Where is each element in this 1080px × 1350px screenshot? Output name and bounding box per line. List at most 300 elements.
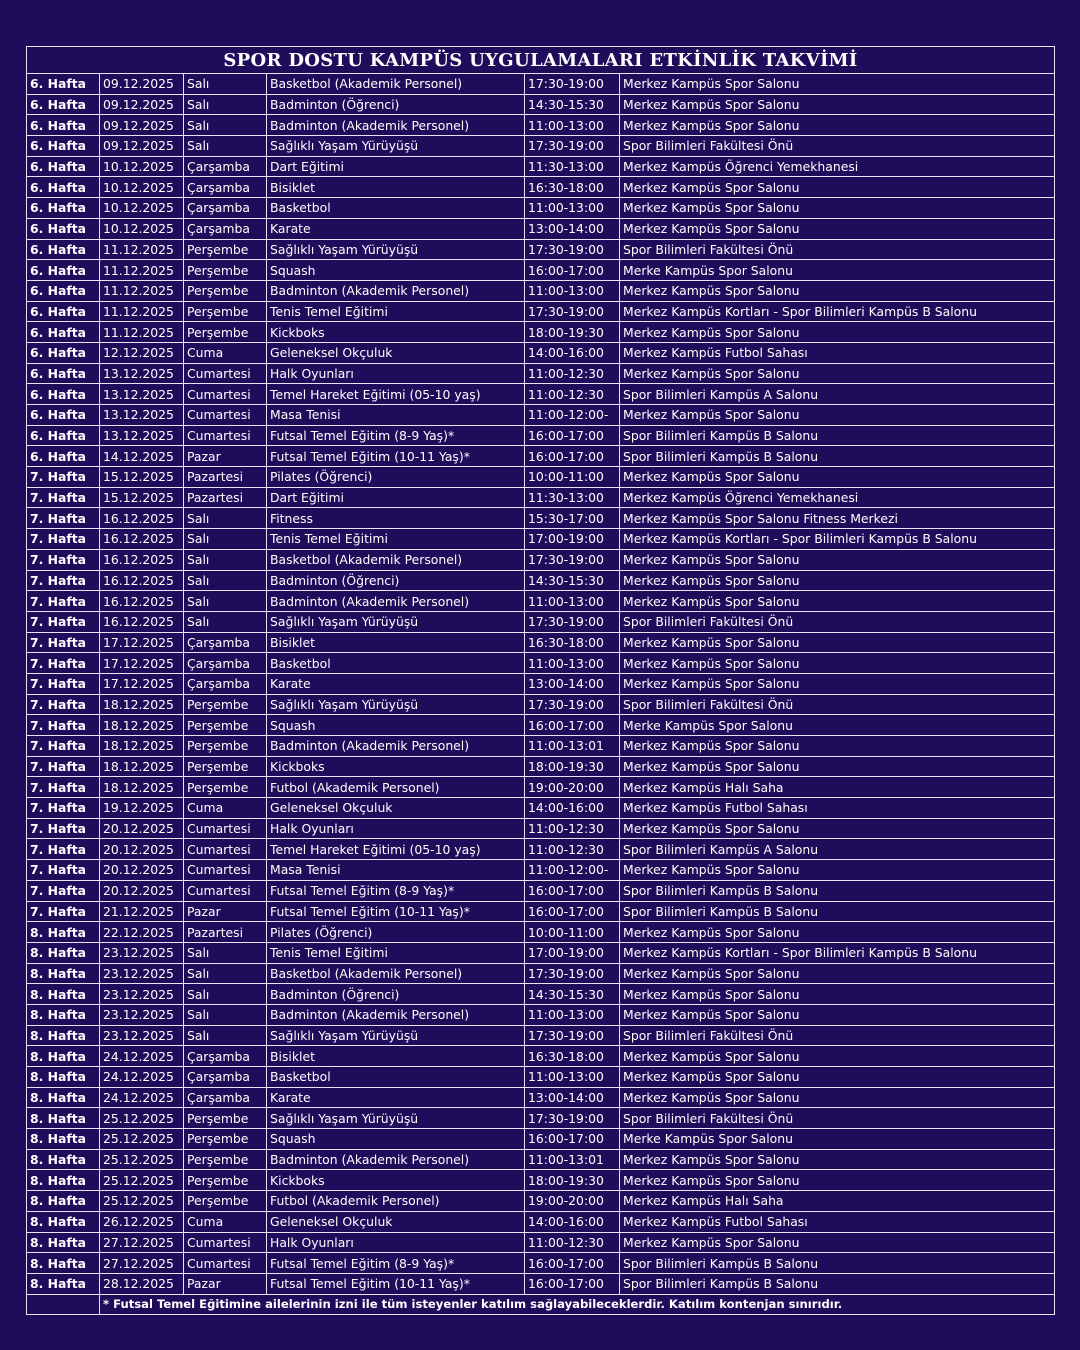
date-cell: 09.12.2025 bbox=[100, 74, 184, 95]
location-cell: Merkez Kampüs Kortları - Spor Bilimleri Kampüs B Salonu bbox=[620, 301, 1055, 322]
date-cell: 18.12.2025 bbox=[100, 715, 184, 736]
week-cell: 6. Hafta bbox=[27, 322, 100, 343]
day-cell: Cumartesi bbox=[184, 363, 267, 384]
table-row bbox=[27, 611, 1055, 632]
table-row bbox=[27, 591, 1055, 612]
location-cell: Merkez Kampüs Spor Salonu bbox=[620, 363, 1055, 384]
location-cell: Merkez Kampüs Halı Saha bbox=[620, 777, 1055, 798]
day-cell: Perşembe bbox=[184, 239, 267, 260]
activity-cell: Tenis Temel Eğitimi bbox=[267, 301, 525, 322]
activity-cell: Bisiklet bbox=[267, 177, 525, 198]
week-cell: 6. Hafta bbox=[27, 405, 100, 426]
week-cell: 6. Hafta bbox=[27, 446, 100, 467]
location-cell: Merkez Kampüs Spor Salonu bbox=[620, 115, 1055, 136]
location-cell: Merkez Kampüs Spor Salonu bbox=[620, 653, 1055, 674]
day-cell: Pazar bbox=[184, 901, 267, 922]
activity-cell: Badminton (Öğrenci) bbox=[267, 94, 525, 115]
location-cell: Merke Kampüs Spor Salonu bbox=[620, 715, 1055, 736]
day-cell: Salı bbox=[184, 529, 267, 550]
activity-cell: Sağlıklı Yaşam Yürüyüşü bbox=[267, 1025, 525, 1046]
page-title: SPOR DOSTU KAMPÜS UYGULAMALARI ETKİNLİK TAKVİMİ bbox=[27, 47, 1055, 74]
location-cell: Spor Bilimleri Fakültesi Önü bbox=[620, 1108, 1055, 1129]
table-row bbox=[27, 260, 1055, 281]
day-cell: Cuma bbox=[184, 342, 267, 363]
location-cell: Spor Bilimleri Kampüs B Salonu bbox=[620, 880, 1055, 901]
day-cell: Cumartesi bbox=[184, 818, 267, 839]
time-cell: 17:00-19:00 bbox=[525, 529, 620, 550]
table-row bbox=[27, 1191, 1055, 1212]
week-cell: 8. Hafta bbox=[27, 1004, 100, 1025]
time-cell: 16:00-17:00 bbox=[525, 880, 620, 901]
table-row bbox=[27, 1232, 1055, 1253]
location-cell: Merkez Kampüs Spor Salonu bbox=[620, 467, 1055, 488]
activity-cell: Kickboks bbox=[267, 322, 525, 343]
location-cell: Merkez Kampüs Spor Salonu bbox=[620, 177, 1055, 198]
time-cell: 11:00-13:00 bbox=[525, 1004, 620, 1025]
day-cell: Cuma bbox=[184, 1211, 267, 1232]
day-cell: Pazar bbox=[184, 1273, 267, 1294]
date-cell: 15.12.2025 bbox=[100, 467, 184, 488]
week-cell: 6. Hafta bbox=[27, 239, 100, 260]
location-cell: Merkez Kampüs Spor Salonu bbox=[620, 280, 1055, 301]
day-cell: Perşembe bbox=[184, 1149, 267, 1170]
time-cell: 11:00-13:01 bbox=[525, 1149, 620, 1170]
week-cell: 8. Hafta bbox=[27, 963, 100, 984]
time-cell: 11:00-13:00 bbox=[525, 115, 620, 136]
table-row bbox=[27, 301, 1055, 322]
table-row bbox=[27, 322, 1055, 343]
table-row bbox=[27, 156, 1055, 177]
table-row bbox=[27, 818, 1055, 839]
week-cell: 8. Hafta bbox=[27, 1046, 100, 1067]
location-cell: Spor Bilimleri Fakültesi Önü bbox=[620, 136, 1055, 157]
time-cell: 17:30-19:00 bbox=[525, 1025, 620, 1046]
footnote-spacer bbox=[27, 1294, 100, 1315]
activity-cell: Badminton (Akademik Personel) bbox=[267, 1149, 525, 1170]
location-cell: Merkez Kampüs Futbol Sahası bbox=[620, 798, 1055, 819]
week-cell: 6. Hafta bbox=[27, 260, 100, 281]
day-cell: Çarşamba bbox=[184, 218, 267, 239]
date-cell: 10.12.2025 bbox=[100, 156, 184, 177]
week-cell: 7. Hafta bbox=[27, 467, 100, 488]
table-row bbox=[27, 1067, 1055, 1088]
table-row bbox=[27, 963, 1055, 984]
date-cell: 09.12.2025 bbox=[100, 136, 184, 157]
day-cell: Çarşamba bbox=[184, 632, 267, 653]
time-cell: 17:30-19:00 bbox=[525, 694, 620, 715]
week-cell: 7. Hafta bbox=[27, 818, 100, 839]
day-cell: Pazartesi bbox=[184, 467, 267, 488]
location-cell: Merkez Kampüs Spor Salonu bbox=[620, 1232, 1055, 1253]
time-cell: 10:00-11:00 bbox=[525, 922, 620, 943]
time-cell: 11:00-12:30 bbox=[525, 363, 620, 384]
location-cell: Spor Bilimleri Fakültesi Önü bbox=[620, 1025, 1055, 1046]
week-cell: 6. Hafta bbox=[27, 74, 100, 95]
day-cell: Perşembe bbox=[184, 301, 267, 322]
activity-cell: Sağlıklı Yaşam Yürüyüşü bbox=[267, 1108, 525, 1129]
date-cell: 18.12.2025 bbox=[100, 756, 184, 777]
time-cell: 11:00-13:00 bbox=[525, 591, 620, 612]
activity-cell: Basketbol bbox=[267, 198, 525, 219]
week-cell: 6. Hafta bbox=[27, 218, 100, 239]
activity-cell: Bisiklet bbox=[267, 632, 525, 653]
week-cell: 7. Hafta bbox=[27, 901, 100, 922]
date-cell: 18.12.2025 bbox=[100, 736, 184, 757]
day-cell: Salı bbox=[184, 963, 267, 984]
time-cell: 16:00-17:00 bbox=[525, 1253, 620, 1274]
date-cell: 16.12.2025 bbox=[100, 549, 184, 570]
activity-cell: Tenis Temel Eğitimi bbox=[267, 942, 525, 963]
activity-cell: Masa Tenisi bbox=[267, 405, 525, 426]
day-cell: Cumartesi bbox=[184, 1253, 267, 1274]
location-cell: Merkez Kampüs Öğrenci Yemekhanesi bbox=[620, 487, 1055, 508]
date-cell: 15.12.2025 bbox=[100, 487, 184, 508]
table-row bbox=[27, 94, 1055, 115]
activity-cell: Dart Eğitimi bbox=[267, 156, 525, 177]
activity-cell: Sağlıklı Yaşam Yürüyüşü bbox=[267, 694, 525, 715]
time-cell: 17:30-19:00 bbox=[525, 239, 620, 260]
week-cell: 7. Hafta bbox=[27, 673, 100, 694]
time-cell: 13:00-14:00 bbox=[525, 218, 620, 239]
activity-cell: Futsal Temel Eğitim (8-9 Yaş)* bbox=[267, 425, 525, 446]
date-cell: 24.12.2025 bbox=[100, 1067, 184, 1088]
date-cell: 16.12.2025 bbox=[100, 529, 184, 550]
day-cell: Cuma bbox=[184, 798, 267, 819]
date-cell: 16.12.2025 bbox=[100, 611, 184, 632]
location-cell: Merkez Kampüs Spor Salonu bbox=[620, 632, 1055, 653]
activity-cell: Temel Hareket Eğitimi (05-10 yaş) bbox=[267, 384, 525, 405]
week-cell: 6. Hafta bbox=[27, 342, 100, 363]
activity-cell: Kickboks bbox=[267, 1170, 525, 1191]
table-row bbox=[27, 549, 1055, 570]
week-cell: 8. Hafta bbox=[27, 1211, 100, 1232]
date-cell: 10.12.2025 bbox=[100, 218, 184, 239]
week-cell: 8. Hafta bbox=[27, 1273, 100, 1294]
day-cell: Salı bbox=[184, 591, 267, 612]
date-cell: 13.12.2025 bbox=[100, 405, 184, 426]
time-cell: 17:30-19:00 bbox=[525, 74, 620, 95]
table-row bbox=[27, 239, 1055, 260]
week-cell: 7. Hafta bbox=[27, 777, 100, 798]
location-cell: Merkez Kampüs Spor Salonu bbox=[620, 860, 1055, 881]
location-cell: Merkez Kampüs Spor Salonu bbox=[620, 1149, 1055, 1170]
week-cell: 6. Hafta bbox=[27, 198, 100, 219]
activity-cell: Pilates (Öğrenci) bbox=[267, 467, 525, 488]
activity-cell: Squash bbox=[267, 260, 525, 281]
time-cell: 10:00-11:00 bbox=[525, 467, 620, 488]
table-row bbox=[27, 798, 1055, 819]
table-row bbox=[27, 736, 1055, 757]
location-cell: Spor Bilimleri Kampüs B Salonu bbox=[620, 1253, 1055, 1274]
location-cell: Spor Bilimleri Fakültesi Önü bbox=[620, 239, 1055, 260]
day-cell: Cumartesi bbox=[184, 860, 267, 881]
table-row bbox=[27, 839, 1055, 860]
week-cell: 7. Hafta bbox=[27, 756, 100, 777]
date-cell: 23.12.2025 bbox=[100, 942, 184, 963]
time-cell: 11:00-12:30 bbox=[525, 818, 620, 839]
time-cell: 11:00-13:01 bbox=[525, 736, 620, 757]
date-cell: 13.12.2025 bbox=[100, 384, 184, 405]
activity-cell: Geleneksel Okçuluk bbox=[267, 798, 525, 819]
footnote-row bbox=[27, 1294, 1055, 1315]
day-cell: Perşembe bbox=[184, 1170, 267, 1191]
activity-cell: Sağlıklı Yaşam Yürüyüşü bbox=[267, 239, 525, 260]
table-row bbox=[27, 1087, 1055, 1108]
time-cell: 17:30-19:00 bbox=[525, 963, 620, 984]
location-cell: Merkez Kampüs Futbol Sahası bbox=[620, 342, 1055, 363]
date-cell: 11.12.2025 bbox=[100, 260, 184, 281]
week-cell: 8. Hafta bbox=[27, 1253, 100, 1274]
week-cell: 8. Hafta bbox=[27, 942, 100, 963]
table-row bbox=[27, 880, 1055, 901]
schedule-table bbox=[26, 46, 1055, 1315]
location-cell: Merkez Kampüs Futbol Sahası bbox=[620, 1211, 1055, 1232]
location-cell: Merkez Kampüs Spor Salonu bbox=[620, 1067, 1055, 1088]
date-cell: 10.12.2025 bbox=[100, 177, 184, 198]
table-row bbox=[27, 1046, 1055, 1067]
table-row bbox=[27, 1253, 1055, 1274]
day-cell: Perşembe bbox=[184, 777, 267, 798]
day-cell: Çarşamba bbox=[184, 1067, 267, 1088]
activity-cell: Sağlıklı Yaşam Yürüyüşü bbox=[267, 136, 525, 157]
week-cell: 8. Hafta bbox=[27, 984, 100, 1005]
date-cell: 16.12.2025 bbox=[100, 508, 184, 529]
day-cell: Salı bbox=[184, 94, 267, 115]
time-cell: 19:00-20:00 bbox=[525, 777, 620, 798]
activity-cell: Futsal Temel Eğitim (10-11 Yaş)* bbox=[267, 446, 525, 467]
day-cell: Cumartesi bbox=[184, 384, 267, 405]
day-cell: Perşembe bbox=[184, 1129, 267, 1150]
week-cell: 7. Hafta bbox=[27, 798, 100, 819]
date-cell: 11.12.2025 bbox=[100, 239, 184, 260]
day-cell: Salı bbox=[184, 611, 267, 632]
activity-cell: Fitness bbox=[267, 508, 525, 529]
time-cell: 11:00-12:00- bbox=[525, 405, 620, 426]
activity-cell: Sağlıklı Yaşam Yürüyüşü bbox=[267, 611, 525, 632]
location-cell: Merkez Kampüs Spor Salonu bbox=[620, 198, 1055, 219]
week-cell: 7. Hafta bbox=[27, 694, 100, 715]
time-cell: 11:30-13:00 bbox=[525, 487, 620, 508]
table-row bbox=[27, 901, 1055, 922]
week-cell: 7. Hafta bbox=[27, 549, 100, 570]
table-row bbox=[27, 694, 1055, 715]
day-cell: Perşembe bbox=[184, 756, 267, 777]
location-cell: Merkez Kampüs Spor Salonu bbox=[620, 570, 1055, 591]
week-cell: 7. Hafta bbox=[27, 487, 100, 508]
activity-cell: Masa Tenisi bbox=[267, 860, 525, 881]
date-cell: 13.12.2025 bbox=[100, 425, 184, 446]
table-row bbox=[27, 177, 1055, 198]
week-cell: 7. Hafta bbox=[27, 529, 100, 550]
date-cell: 20.12.2025 bbox=[100, 880, 184, 901]
date-cell: 17.12.2025 bbox=[100, 673, 184, 694]
day-cell: Pazartesi bbox=[184, 487, 267, 508]
date-cell: 11.12.2025 bbox=[100, 301, 184, 322]
time-cell: 13:00-14:00 bbox=[525, 1087, 620, 1108]
location-cell: Spor Bilimleri Kampüs A Salonu bbox=[620, 384, 1055, 405]
location-cell: Merkez Kampüs Spor Salonu bbox=[620, 756, 1055, 777]
day-cell: Pazartesi bbox=[184, 922, 267, 943]
table-row bbox=[27, 198, 1055, 219]
location-cell: Merkez Kampüs Kortları - Spor Bilimleri Kampüs B Salonu bbox=[620, 529, 1055, 550]
table-row bbox=[27, 777, 1055, 798]
time-cell: 14:30-15:30 bbox=[525, 984, 620, 1005]
table-row bbox=[27, 1004, 1055, 1025]
location-cell: Merkez Kampüs Spor Salonu bbox=[620, 963, 1055, 984]
time-cell: 13:00-14:00 bbox=[525, 673, 620, 694]
week-cell: 7. Hafta bbox=[27, 611, 100, 632]
location-cell: Spor Bilimleri Fakültesi Önü bbox=[620, 611, 1055, 632]
activity-cell: Halk Oyunları bbox=[267, 1232, 525, 1253]
time-cell: 16:30-18:00 bbox=[525, 1046, 620, 1067]
date-cell: 10.12.2025 bbox=[100, 198, 184, 219]
location-cell: Merkez Kampüs Spor Salonu bbox=[620, 818, 1055, 839]
day-cell: Salı bbox=[184, 1025, 267, 1046]
time-cell: 17:00-19:00 bbox=[525, 942, 620, 963]
activity-cell: Kickboks bbox=[267, 756, 525, 777]
location-cell: Merkez Kampüs Halı Saha bbox=[620, 1191, 1055, 1212]
location-cell: Merkez Kampüs Spor Salonu bbox=[620, 673, 1055, 694]
date-cell: 23.12.2025 bbox=[100, 1004, 184, 1025]
date-cell: 16.12.2025 bbox=[100, 591, 184, 612]
date-cell: 25.12.2025 bbox=[100, 1170, 184, 1191]
location-cell: Merkez Kampüs Spor Salonu bbox=[620, 549, 1055, 570]
activity-cell: Temel Hareket Eğitimi (05-10 yaş) bbox=[267, 839, 525, 860]
time-cell: 19:00-20:00 bbox=[525, 1191, 620, 1212]
day-cell: Salı bbox=[184, 570, 267, 591]
day-cell: Pazar bbox=[184, 446, 267, 467]
table-row bbox=[27, 922, 1055, 943]
location-cell: Spor Bilimleri Kampüs B Salonu bbox=[620, 901, 1055, 922]
table-row bbox=[27, 405, 1055, 426]
date-cell: 25.12.2025 bbox=[100, 1129, 184, 1150]
time-cell: 17:30-19:00 bbox=[525, 301, 620, 322]
activity-cell: Futsal Temel Eğitim (8-9 Yaş)* bbox=[267, 1253, 525, 1274]
date-cell: 22.12.2025 bbox=[100, 922, 184, 943]
date-cell: 14.12.2025 bbox=[100, 446, 184, 467]
time-cell: 16:00-17:00 bbox=[525, 260, 620, 281]
date-cell: 12.12.2025 bbox=[100, 342, 184, 363]
date-cell: 13.12.2025 bbox=[100, 363, 184, 384]
date-cell: 20.12.2025 bbox=[100, 839, 184, 860]
table-row bbox=[27, 363, 1055, 384]
day-cell: Çarşamba bbox=[184, 673, 267, 694]
table-row bbox=[27, 218, 1055, 239]
day-cell: Çarşamba bbox=[184, 156, 267, 177]
table-row bbox=[27, 115, 1055, 136]
day-cell: Perşembe bbox=[184, 736, 267, 757]
activity-cell: Basketbol (Akademik Personel) bbox=[267, 963, 525, 984]
day-cell: Çarşamba bbox=[184, 1046, 267, 1067]
table-row bbox=[27, 1170, 1055, 1191]
date-cell: 09.12.2025 bbox=[100, 94, 184, 115]
week-cell: 7. Hafta bbox=[27, 880, 100, 901]
day-cell: Salı bbox=[184, 136, 267, 157]
week-cell: 8. Hafta bbox=[27, 1025, 100, 1046]
table-row bbox=[27, 425, 1055, 446]
activity-cell: Badminton (Akademik Personel) bbox=[267, 736, 525, 757]
date-cell: 23.12.2025 bbox=[100, 984, 184, 1005]
week-cell: 8. Hafta bbox=[27, 1191, 100, 1212]
location-cell: Merke Kampüs Spor Salonu bbox=[620, 1129, 1055, 1150]
date-cell: 23.12.2025 bbox=[100, 1025, 184, 1046]
activity-cell: Bisiklet bbox=[267, 1046, 525, 1067]
day-cell: Salı bbox=[184, 74, 267, 95]
location-cell: Merkez Kampüs Spor Salonu bbox=[620, 1004, 1055, 1025]
activity-cell: Basketbol bbox=[267, 1067, 525, 1088]
date-cell: 28.12.2025 bbox=[100, 1273, 184, 1294]
date-cell: 27.12.2025 bbox=[100, 1232, 184, 1253]
table-row bbox=[27, 1129, 1055, 1150]
week-cell: 8. Hafta bbox=[27, 1232, 100, 1253]
table-row bbox=[27, 756, 1055, 777]
activity-cell: Badminton (Akademik Personel) bbox=[267, 280, 525, 301]
day-cell: Cumartesi bbox=[184, 1232, 267, 1253]
table-row bbox=[27, 384, 1055, 405]
day-cell: Cumartesi bbox=[184, 425, 267, 446]
time-cell: 18:00-19:30 bbox=[525, 322, 620, 343]
time-cell: 17:30-19:00 bbox=[525, 1108, 620, 1129]
activity-cell: Squash bbox=[267, 715, 525, 736]
date-cell: 27.12.2025 bbox=[100, 1253, 184, 1274]
week-cell: 6. Hafta bbox=[27, 384, 100, 405]
day-cell: Çarşamba bbox=[184, 198, 267, 219]
activity-cell: Badminton (Öğrenci) bbox=[267, 570, 525, 591]
table-row bbox=[27, 860, 1055, 881]
activity-cell: Badminton (Akademik Personel) bbox=[267, 1004, 525, 1025]
week-cell: 6. Hafta bbox=[27, 280, 100, 301]
table-row bbox=[27, 673, 1055, 694]
activity-cell: Basketbol (Akademik Personel) bbox=[267, 74, 525, 95]
date-cell: 20.12.2025 bbox=[100, 818, 184, 839]
location-cell: Spor Bilimleri Kampüs B Salonu bbox=[620, 425, 1055, 446]
table-row bbox=[27, 1025, 1055, 1046]
day-cell: Salı bbox=[184, 1004, 267, 1025]
day-cell: Perşembe bbox=[184, 694, 267, 715]
location-cell: Merkez Kampüs Öğrenci Yemekhanesi bbox=[620, 156, 1055, 177]
day-cell: Salı bbox=[184, 549, 267, 570]
table-row bbox=[27, 1149, 1055, 1170]
table-row bbox=[27, 1211, 1055, 1232]
week-cell: 6. Hafta bbox=[27, 115, 100, 136]
week-cell: 8. Hafta bbox=[27, 1149, 100, 1170]
activity-cell: Futbol (Akademik Personel) bbox=[267, 1191, 525, 1212]
location-cell: Merkez Kampüs Kortları - Spor Bilimleri Kampüs B Salonu bbox=[620, 942, 1055, 963]
time-cell: 11:00-12:00- bbox=[525, 860, 620, 881]
time-cell: 18:00-19:30 bbox=[525, 756, 620, 777]
date-cell: 24.12.2025 bbox=[100, 1046, 184, 1067]
day-cell: Cumartesi bbox=[184, 880, 267, 901]
table-row bbox=[27, 446, 1055, 467]
date-cell: 24.12.2025 bbox=[100, 1087, 184, 1108]
activity-cell: Badminton (Akademik Personel) bbox=[267, 591, 525, 612]
table-row bbox=[27, 487, 1055, 508]
time-cell: 16:00-17:00 bbox=[525, 446, 620, 467]
date-cell: 18.12.2025 bbox=[100, 694, 184, 715]
table-row bbox=[27, 984, 1055, 1005]
location-cell: Merkez Kampüs Spor Salonu bbox=[620, 218, 1055, 239]
week-cell: 7. Hafta bbox=[27, 653, 100, 674]
table-row bbox=[27, 942, 1055, 963]
time-cell: 16:30-18:00 bbox=[525, 177, 620, 198]
week-cell: 6. Hafta bbox=[27, 425, 100, 446]
time-cell: 17:30-19:00 bbox=[525, 549, 620, 570]
day-cell: Çarşamba bbox=[184, 1087, 267, 1108]
day-cell: Perşembe bbox=[184, 1191, 267, 1212]
time-cell: 14:30-15:30 bbox=[525, 94, 620, 115]
table-row bbox=[27, 508, 1055, 529]
location-cell: Spor Bilimleri Kampüs B Salonu bbox=[620, 446, 1055, 467]
